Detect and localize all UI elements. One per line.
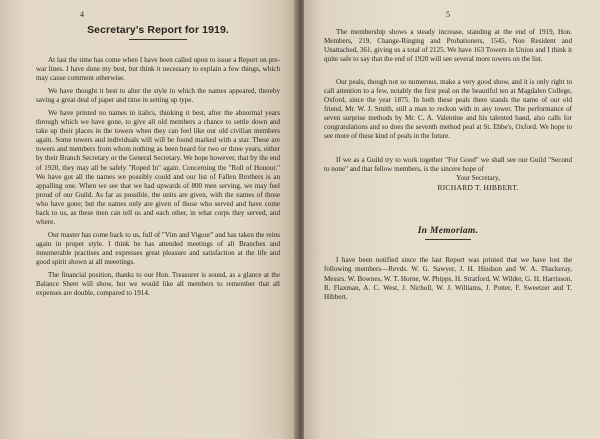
title-rule — [129, 39, 187, 40]
left-paragraph-1: At last the time has come when I have been called upon to issue a Report on pre-war lines. I have done my best, but think it necessary to explain a few things, which may cause comment otherwise. — [36, 56, 280, 83]
signature-name: RICHARD T. HIBBERT. — [437, 183, 519, 193]
left-page — [0, 0, 296, 439]
memoriam-paragraph: I have been notified since the last Report was printed that we have lost the following members—Revds. W. G. Sawyer, J. H. Hindson and W. A. Thackeray, Messrs. W. Bownes, W. T. Horne, W. Phipps, H. Stratford, W. Wilder, G. H. Harrisson, R. Flaxman, A. C. West, J. Nicholl, W. J. Williams, J. Potter, F. Sweetzer and T. Hibbert. — [324, 256, 572, 301]
peals-paragraph: Our peals, though not so numerous, make a very good show, and it is only right to call attention to a few, notably the first peal on the beautiful ten at Magdalen College, Oxford, since the year 1875. In both these peals there stands the name of our old friend, Mr. W. J. Smith, still a man to reckon with in any tower. The performance of seven surprise methods by Mr. C. A. Valentine and his talented band, also calls for congratulations and so does the seventh method peal at St. Ebbe's, Oxford. We hope to see more of these kind of peals in the future. — [324, 78, 572, 141]
page-number-left: 4 — [80, 10, 84, 19]
left-paragraph-5: The financial position, thanks to our Hon. Treasurer is sound, as a glance at the Balance Sheet will show, but we would like all members to remember that all expenses are double, compared to 1914. — [36, 271, 280, 298]
signature-block — [324, 174, 572, 193]
report-title: Secretary's Report for 1919. — [87, 24, 229, 36]
closing-line: Your Secretary, — [456, 173, 500, 182]
closing-paragraph: If we as a Guild try to work together "For Good" we shall see our Guild "Second to none" and that fellow members, is the sincere hope of — [324, 155, 572, 173]
right-page — [304, 0, 600, 439]
page-number-right: 5 — [446, 10, 450, 19]
memoriam-heading: In Memoriam. — [417, 226, 479, 237]
left-paragraph-3: We have printed no names in italics, thinking it best, after the abnormal years through which we have gone, to give all old members a chance to settle down and take up their places in the towers when they can feel like our old civilian members again. Some towers and individuals will will be found marked with a star. These are towers and members from whom nothing as been heard for two or three years, either by their Branch Secretary or the General Secretary. We hope however, that by the end of 1920, they may all be safely "Roped In" again. Concerning the "Roll of Honour." We have got all the names we possibly could and our list of Fallen Brothers is an appalling one. When we see that we had upwards of 800 men serving, we may feel proud of our Guild. As far as possible, the units are given, with the names of those who have gone; but the names only are given of those who served and have come back to us, as these men can tell us and each other, in what corps they served, and where. — [36, 109, 280, 226]
left-paragraph-2: We have thought it best to alter the style in which the names appeared, thereby saving a great deal of paper and time in setting up type. — [36, 87, 280, 105]
membership-paragraph: The membership shows a steady increase, standing at the end of 1919, Hon. Members, 219, Change-Ringing and Probationers, 1545, Non Resident and Unattached, 361, giving us a total of 2125. We have 163 Towers in Union and I think it quite safe to say that the end of 1920 will see several more towers on the list. — [324, 28, 572, 64]
memoriam-rule — [425, 239, 471, 240]
left-paragraph-4: Our master has come back to us, full of "Vim and Vigour" and has taken the reins again in proper style. I think he has attended meetings of all Branches and innumerable practises and expresses great pleasure and satisfaction at the life and good spirit shown at all meeetings. — [36, 230, 280, 266]
